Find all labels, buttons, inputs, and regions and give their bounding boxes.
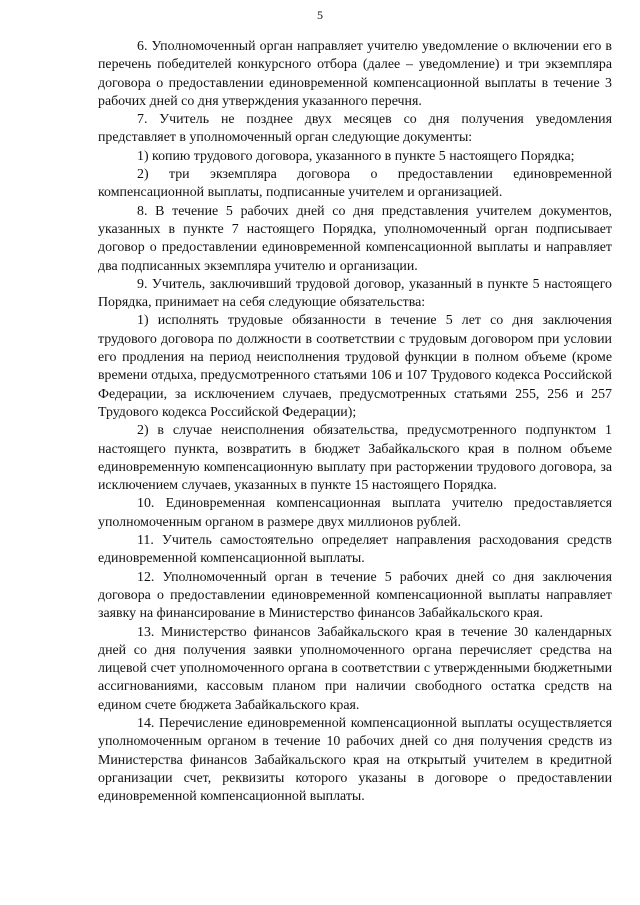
paragraph-12: 12. Уполномоченный орган в течение 5 рабочих дней со дня заключения договора о предоставлении единовременной компенсационной выплаты направляет заявку на финансирование в Министерство финансов Забайкальского края. xyxy=(98,569,612,622)
paragraph-14: 14. Перечисление единовременной компенсационной выплаты осуществляется уполномоченным органом в течение 10 рабочих дней со дня получения средств из Министерства финансов Забайкальского края на открытый учителем в кредитной организации счет, реквизиты которого указаны в договоре о предоставлении единовременной компенсационной выплаты. xyxy=(98,715,612,805)
paragraph-13: 13. Министерство финансов Забайкальского края в течение 30 календарных дней со дня получения заявки уполномоченного органа перечисляет средства на лицевой счет уполномоченного органа в соответствии с утвержденными бюджетными ассигнованиями, кассовым планом при наличии свободного остатка средств на едином счете бюджета Забайкальского края. xyxy=(98,624,612,713)
paragraph-11: 11. Учитель самостоятельно определяет направления расходования средств единовременной компенсационной выплаты. xyxy=(98,533,612,567)
page-number: 5 xyxy=(317,8,323,22)
paragraph-7: 7. Учитель не позднее двух месяцев со дня получения уведомления представляет в уполномоченный орган следующие документы: xyxy=(98,112,612,146)
paragraph-9-item-2: 2) в случае неисполнения обязательства, предусмотренного подпунктом 1 настоящего пункта, возвратить в бюджет Забайкальского края в полном объеме единовременную компенсационную выплату при расторжении трудового договора, за исключением случаев, указанных в пункте 15 настоящего Порядка. xyxy=(98,423,612,494)
document-body xyxy=(98,38,612,806)
paragraph-6: 6. Уполномоченный орган направляет учителю уведомление о включении его в перечень победителей конкурсного отбора (далее – уведомление) и три экземпляра договора о предоставлении единовременной компенсационной выплаты в течение 3 рабочих дней со дня утверждения указанного перечня. xyxy=(98,39,612,109)
paragraph-10: 10. Единовременная компенсационная выплата учителю предоставляется уполномоченным органом в размере двух миллионов рублей. xyxy=(98,496,612,530)
paragraph-7-item-1: 1) копию трудового договора, указанного в пункте 5 настоящего Порядка; xyxy=(137,148,575,164)
paragraph-8: 8. В течение 5 рабочих дней со дня представления учителем документов, указанных в пункте 7 настоящего Порядка, уполномоченный орган подписывает договор о предоставлении единовременной компенсационной выплаты и направляет два подписанных экземпляра учителю и организации. xyxy=(98,203,612,274)
paragraph-7-item-2: 2) три экземпляра договора о предоставлении единовременной компенсационной выплаты, подписанные учителем и организацией. xyxy=(98,167,612,201)
paragraph-9: 9. Учитель, заключивший трудовой договор, указанный в пункте 5 настоящего Порядка, принимает на себя следующие обязательства: xyxy=(98,276,612,311)
paragraph-9-item-1: 1) исполнять трудовые обязанности в течение 5 лет со дня заключения трудового договора по должности в соответствии с трудовым договором при условии его продления на период неисполнения трудовой функции в полном объеме (кроме времени отдыха, предусмотренного статьями 106 и 107 Трудового кодекса Российской Федерации, за исключением случаев, предусмотренных статьями 255, 256 и 257 Трудового кодекса Российской Федерации); xyxy=(98,313,612,420)
